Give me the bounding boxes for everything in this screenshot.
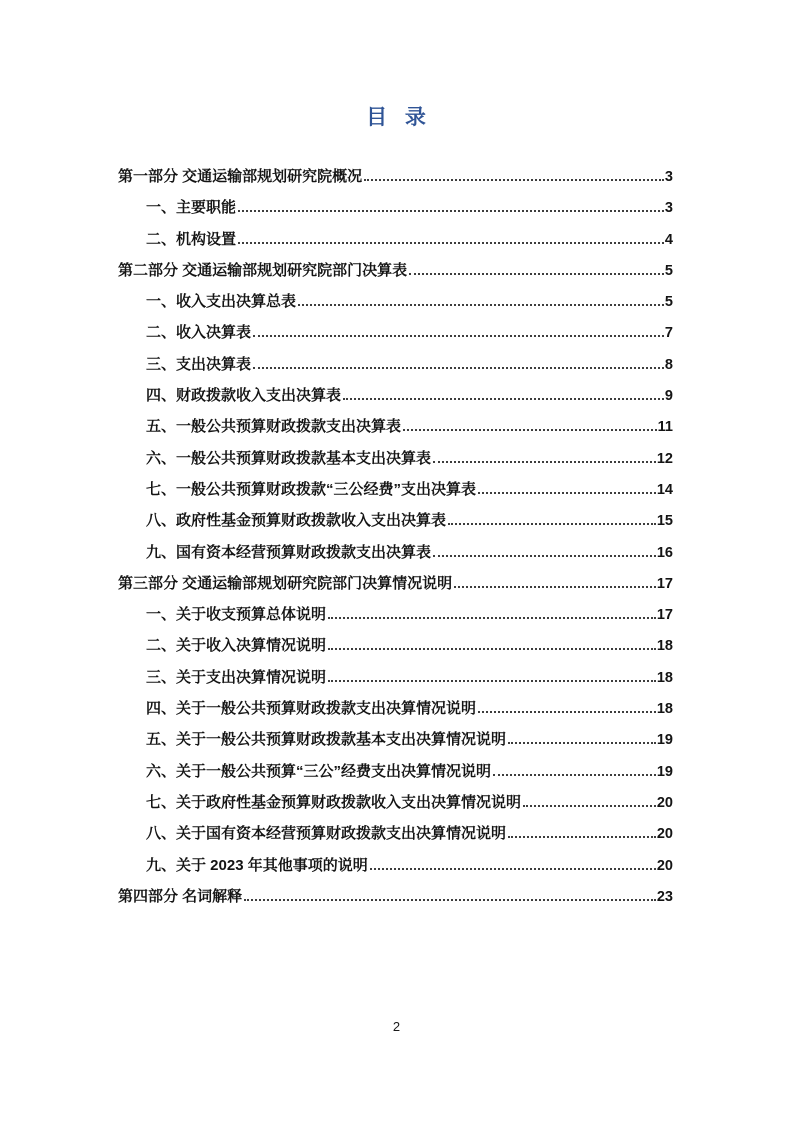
toc-entry[interactable]	[118, 537, 673, 568]
toc-leader-dots	[433, 555, 656, 557]
toc-leader-dots	[478, 711, 656, 713]
toc-entry-label: 八、关于国有资本经营预算财政拨款支出决算情况说明	[146, 825, 507, 843]
toc-entry-label: 一、关于收支预算总体说明	[146, 606, 327, 624]
toc-leader-dots	[328, 617, 656, 619]
toc-entry[interactable]	[118, 693, 673, 724]
toc-entry[interactable]	[118, 881, 673, 912]
toc-entry-label: 第二部分 交通运输部规划研究院部门决算表	[118, 261, 408, 279]
toc-entry-page: 15	[656, 513, 673, 530]
toc-leader-dots	[238, 210, 664, 212]
toc-entry-page: 16	[656, 544, 673, 561]
toc-entry[interactable]	[118, 818, 673, 849]
toc-entry-page: 9	[664, 388, 673, 405]
toc-entry-page: 17	[656, 607, 673, 624]
toc-entry-label: 九、国有资本经营预算财政拨款支出决算表	[146, 543, 432, 561]
toc-entry-page: 18	[656, 638, 673, 655]
toc-entry-label: 七、关于政府性基金预算财政拨款收入支出决算情况说明	[146, 793, 522, 811]
toc-leader-dots	[493, 774, 656, 776]
toc-entry[interactable]	[118, 411, 673, 442]
page-title: 目 录	[366, 106, 427, 129]
toc-entry-label: 七、一般公共预算财政拨款“三公经费”支出决算表	[146, 480, 477, 498]
toc-entry-label: 四、关于一般公共预算财政拨款支出决算情况说明	[146, 700, 477, 718]
toc-entry[interactable]	[118, 787, 673, 818]
toc-entry-label: 三、关于支出决算情况说明	[146, 668, 327, 686]
toc-entry-page: 5	[664, 294, 673, 311]
toc-entry-page: 5	[664, 262, 673, 279]
toc-leader-dots	[409, 273, 664, 275]
toc-leader-dots	[454, 586, 656, 588]
toc-entry[interactable]	[118, 850, 673, 881]
toc-entry[interactable]	[118, 192, 673, 223]
toc-entry-label: 六、一般公共预算财政拨款基本支出决算表	[146, 449, 432, 467]
toc-entry-page: 3	[664, 200, 673, 217]
table-of-contents	[118, 161, 673, 912]
toc-entry[interactable]	[118, 224, 673, 255]
toc-entry[interactable]	[118, 474, 673, 505]
toc-entry-label: 五、关于一般公共预算财政拨款基本支出决算情况说明	[146, 731, 507, 749]
toc-leader-dots	[253, 367, 664, 369]
toc-entry-page: 11	[657, 419, 673, 436]
toc-leader-dots	[523, 805, 656, 807]
toc-entry-label: 第三部分 交通运输部规划研究院部门决算情况说明	[118, 574, 453, 592]
toc-entry-label: 八、政府性基金预算财政拨款收入支出决算表	[146, 512, 447, 530]
toc-entry[interactable]	[118, 255, 673, 286]
toc-entry[interactable]	[118, 630, 673, 661]
toc-entry[interactable]	[118, 380, 673, 411]
toc-entry-page: 20	[656, 794, 673, 811]
toc-entry-label: 六、关于一般公共预算“三公”经费支出决算情况说明	[146, 762, 492, 780]
toc-entry[interactable]	[118, 349, 673, 380]
toc-entry-label: 二、收入决算表	[146, 324, 252, 342]
toc-entry-label: 四、财政拨款收入支出决算表	[146, 387, 342, 405]
toc-leader-dots	[403, 429, 657, 431]
toc-leader-dots	[343, 398, 664, 400]
toc-entry[interactable]	[118, 286, 673, 317]
toc-entry-page: 4	[664, 231, 673, 248]
toc-entry-page: 3	[664, 169, 673, 185]
toc-entry[interactable]	[118, 568, 673, 599]
toc-entry-page: 18	[656, 669, 673, 686]
toc-entry-label: 二、关于收入决算情况说明	[146, 637, 327, 655]
toc-leader-dots	[244, 899, 656, 901]
toc-entry-label: 五、一般公共预算财政拨款支出决算表	[146, 418, 402, 436]
toc-leader-dots	[478, 492, 656, 494]
toc-entry-page: 14	[656, 481, 673, 498]
toc-entry[interactable]	[118, 505, 673, 536]
toc-entry-label: 三、支出决算表	[146, 355, 252, 373]
toc-entry-label: 二、机构设置	[146, 230, 237, 248]
toc-entry[interactable]	[118, 756, 673, 787]
toc-entry-page: 8	[664, 356, 673, 373]
toc-leader-dots	[298, 304, 664, 306]
toc-leader-dots	[370, 868, 656, 870]
toc-leader-dots	[433, 461, 656, 463]
toc-entry-page: 17	[656, 575, 673, 592]
toc-leader-dots	[508, 836, 656, 838]
toc-entry[interactable]	[118, 443, 673, 474]
toc-entry[interactable]	[118, 662, 673, 693]
toc-entry-page: 7	[664, 325, 673, 342]
toc-entry-page: 18	[656, 701, 673, 718]
toc-leader-dots	[328, 648, 656, 650]
toc-entry-label: 第一部分 交通运输部规划研究院概况	[118, 168, 363, 185]
toc-entry[interactable]	[118, 161, 673, 192]
toc-leader-dots	[448, 523, 656, 525]
toc-entry-page: 23	[656, 888, 673, 905]
toc-entry-label: 第四部分 名词解释	[118, 887, 243, 905]
toc-entry-page: 20	[656, 857, 673, 874]
toc-entry-page: 12	[656, 450, 673, 467]
toc-leader-dots	[508, 742, 656, 744]
toc-entry-page: 19	[656, 763, 673, 780]
footer-page-number: 2	[392, 1019, 401, 1034]
toc-entry-label: 一、收入支出决算总表	[146, 293, 297, 311]
toc-entry[interactable]	[118, 724, 673, 755]
toc-entry-page: 20	[656, 826, 673, 843]
toc-leader-dots	[253, 335, 664, 337]
toc-leader-dots	[238, 242, 664, 244]
toc-entry-label: 九、关于 2023 年其他事项的说明	[146, 856, 368, 874]
toc-entry[interactable]	[118, 317, 673, 348]
toc-leader-dots	[364, 179, 664, 181]
toc-entry-page: 19	[656, 732, 673, 749]
toc-entry[interactable]	[118, 599, 673, 630]
toc-leader-dots	[328, 680, 656, 682]
toc-entry-label: 一、主要职能	[146, 199, 237, 217]
